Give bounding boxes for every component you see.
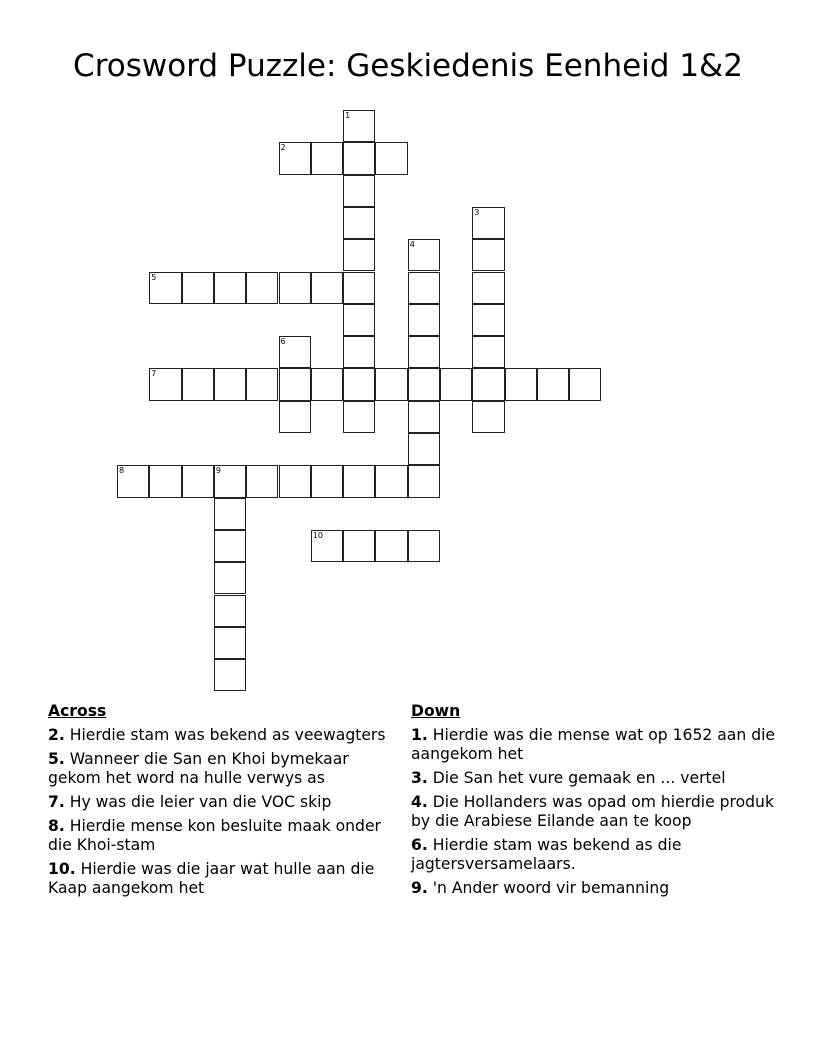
grid-cell[interactable] <box>472 401 504 433</box>
clue-down-9 <box>411 879 781 898</box>
grid-cell[interactable] <box>279 142 311 174</box>
grid-cell[interactable] <box>311 142 343 174</box>
clue-number-label: 8 <box>119 466 125 476</box>
grid-cell[interactable] <box>182 368 214 400</box>
clue-number: 3. <box>411 769 428 787</box>
clue-number: 9. <box>411 879 428 897</box>
clue-number-label: 1 <box>345 111 351 120</box>
grid-cell[interactable] <box>343 530 375 562</box>
grid-cell[interactable] <box>472 336 504 368</box>
grid-cell[interactable] <box>279 401 311 433</box>
grid-cell[interactable] <box>214 465 246 497</box>
grid-cell[interactable] <box>311 530 343 562</box>
grid-cell[interactable] <box>472 207 504 239</box>
grid-cell[interactable] <box>117 465 149 497</box>
grid-cell[interactable] <box>569 368 601 400</box>
clue-number: 8. <box>48 817 65 835</box>
grid-cell[interactable] <box>246 272 278 304</box>
clue-down-1 <box>411 726 781 764</box>
down-clues <box>411 702 781 903</box>
clue-number: 6. <box>411 836 428 854</box>
grid-cell[interactable] <box>408 465 440 497</box>
grid-cell[interactable] <box>472 272 504 304</box>
grid-cell[interactable] <box>472 368 504 400</box>
clue-text: Die Hollanders was opad om hierdie produk by die Arabiese Eilande aan te koop <box>411 793 774 830</box>
grid-cell[interactable] <box>343 336 375 368</box>
clue-text: Hy was die leier van die VOC skip <box>69 793 332 811</box>
clue-across-5 <box>48 750 403 788</box>
page-title: Crosword Puzzle: Geskiedenis Eenheid 1&2 <box>73 48 743 84</box>
grid-cell[interactable] <box>472 239 504 271</box>
grid-cell[interactable] <box>311 368 343 400</box>
clue-across-10 <box>48 860 403 898</box>
clue-across-8 <box>48 817 403 855</box>
grid-cell[interactable] <box>440 368 472 400</box>
grid-cell[interactable] <box>246 465 278 497</box>
grid-cell[interactable] <box>279 465 311 497</box>
grid-cell[interactable] <box>214 659 246 691</box>
grid-cell[interactable] <box>214 562 246 594</box>
grid-cell[interactable] <box>408 239 440 271</box>
grid-cell[interactable] <box>505 368 537 400</box>
clue-number-label: 9 <box>215 466 221 476</box>
grid-cell[interactable] <box>343 465 375 497</box>
across-heading: Across <box>48 702 107 720</box>
grid-cell[interactable] <box>408 304 440 336</box>
grid-cell[interactable] <box>214 530 246 562</box>
grid-cell[interactable] <box>375 368 407 400</box>
grid-cell[interactable] <box>214 498 246 530</box>
clue-number: 2. <box>48 726 65 744</box>
grid-cell[interactable] <box>182 465 214 497</box>
clue-number: 7. <box>48 793 65 811</box>
clue-number-label: 3 <box>474 207 480 217</box>
grid-cell[interactable] <box>408 368 440 400</box>
clue-number-label: 6 <box>280 337 286 347</box>
clue-text: 'n Ander woord vir bemanning <box>432 879 670 897</box>
grid-cell[interactable] <box>279 272 311 304</box>
grid-cell[interactable] <box>408 530 440 562</box>
clue-number: 5. <box>48 750 65 768</box>
grid-cell[interactable] <box>343 304 375 336</box>
grid-cell[interactable] <box>375 465 407 497</box>
grid-cell[interactable] <box>343 368 375 400</box>
clue-text: Wanneer die San en Khoi bymekaar gekom het word na hulle verwys as <box>48 750 349 787</box>
grid-cell[interactable] <box>214 272 246 304</box>
grid-cell[interactable] <box>408 336 440 368</box>
grid-cell[interactable] <box>149 368 181 400</box>
across-clues <box>48 702 403 903</box>
clue-text: Hierdie was die mense wat op 1652 aan die aangekom het <box>411 726 776 763</box>
grid-cell[interactable] <box>375 530 407 562</box>
clue-number-label: 5 <box>151 272 157 282</box>
grid-cell[interactable] <box>408 433 440 465</box>
grid-cell[interactable] <box>472 304 504 336</box>
clue-number-label: 10 <box>312 530 323 540</box>
grid-cell[interactable] <box>343 401 375 433</box>
clue-down-4 <box>411 793 781 831</box>
grid-cell[interactable] <box>214 627 246 659</box>
grid-cell[interactable] <box>408 401 440 433</box>
clue-text: Hierdie stam was bekend as veewagters <box>69 726 386 744</box>
grid-cell[interactable] <box>343 239 375 271</box>
clue-number-label: 7 <box>151 369 157 379</box>
clue-down-3 <box>411 769 781 788</box>
grid-cell[interactable] <box>149 465 181 497</box>
clue-text: Hierdie was die jaar wat hulle aan die Kaap aangekom het <box>48 860 375 897</box>
clue-across-2 <box>48 726 403 745</box>
clue-number-label: 4 <box>409 240 415 250</box>
grid-cell[interactable] <box>537 368 569 400</box>
clue-number-label: 2 <box>280 143 286 153</box>
grid-cell[interactable] <box>343 175 375 207</box>
grid-cell[interactable] <box>343 207 375 239</box>
grid-cell[interactable] <box>343 110 375 142</box>
grid-cell[interactable] <box>182 272 214 304</box>
grid-cell[interactable] <box>375 142 407 174</box>
clue-text: Hierdie stam was bekend as die jagtersversamelaars. <box>411 836 682 873</box>
clue-text: Die San het vure gemaak en ... vertel <box>432 769 726 787</box>
clue-number: 1. <box>411 726 428 744</box>
grid-cell[interactable] <box>214 368 246 400</box>
grid-cell[interactable] <box>311 465 343 497</box>
grid-cell[interactable] <box>149 272 181 304</box>
clue-text: Hierdie mense kon besluite maak onder die Khoi-stam <box>48 817 381 854</box>
clue-across-7 <box>48 793 403 812</box>
grid-cell[interactable] <box>343 142 375 174</box>
grid-cell[interactable] <box>279 368 311 400</box>
grid-cell[interactable] <box>246 368 278 400</box>
clue-number: 10. <box>48 860 76 878</box>
down-heading: Down <box>411 702 461 720</box>
grid-cell[interactable] <box>408 272 440 304</box>
grid-cell[interactable] <box>311 272 343 304</box>
clue-number: 4. <box>411 793 428 811</box>
grid-cell[interactable] <box>279 336 311 368</box>
clue-down-6 <box>411 836 781 874</box>
grid-cell[interactable] <box>214 595 246 627</box>
grid-cell[interactable] <box>343 272 375 304</box>
